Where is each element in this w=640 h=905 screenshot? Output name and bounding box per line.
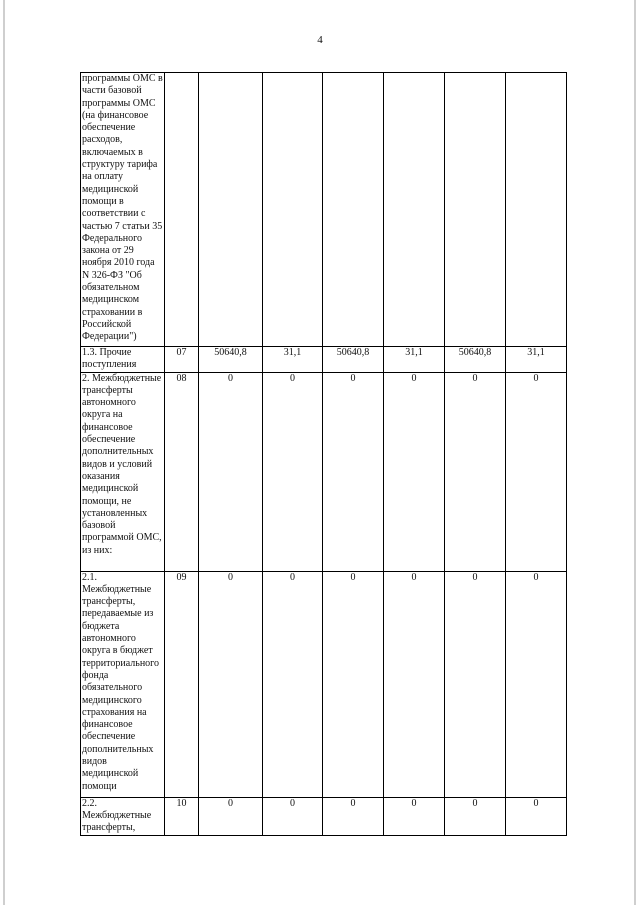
value-cell: 0 <box>263 571 323 797</box>
row-code: 09 <box>165 571 199 797</box>
row-label: 1.3. Прочие поступления <box>81 347 165 373</box>
value-cell <box>506 73 567 347</box>
value-cell: 0 <box>445 372 506 571</box>
page-number: 4 <box>317 34 323 46</box>
table-row <box>81 73 567 347</box>
value-cell: 0 <box>323 797 384 835</box>
value-cell <box>323 73 384 347</box>
row-label: 2.2. Межбюджетные трансферты, <box>81 797 165 835</box>
row-code: 10 <box>165 797 199 835</box>
value-cell: 31,1 <box>506 347 567 373</box>
value-cell: 50640,8 <box>199 347 263 373</box>
row-code <box>165 73 199 347</box>
table-row <box>81 571 567 797</box>
value-cell <box>263 73 323 347</box>
value-cell: 0 <box>199 797 263 835</box>
value-cell: 50640,8 <box>445 347 506 373</box>
value-cell: 50640,8 <box>323 347 384 373</box>
value-cell: 0 <box>323 372 384 571</box>
value-cell: 0 <box>199 571 263 797</box>
value-cell: 0 <box>445 797 506 835</box>
row-label: 2. Межбюджетные трансферты автономного округа на финансовое обеспечение дополнительных видов и условий оказания медицинской помощи, не установленных базовой программой ОМС, из них: <box>81 372 165 571</box>
table-row <box>81 347 567 373</box>
value-cell: 31,1 <box>384 347 445 373</box>
value-cell: 0 <box>384 797 445 835</box>
value-cell: 0 <box>263 372 323 571</box>
value-cell: 0 <box>445 571 506 797</box>
value-cell: 0 <box>506 372 567 571</box>
value-cell: 0 <box>323 571 384 797</box>
value-cell: 0 <box>263 797 323 835</box>
value-cell <box>384 73 445 347</box>
value-cell: 0 <box>506 797 567 835</box>
row-code: 07 <box>165 347 199 373</box>
value-cell <box>199 73 263 347</box>
scan-edge-right <box>634 0 636 905</box>
row-label: 2.1. Межбюджетные трансферты, передаваемые из бюджета автономного округа в бюджет территориального фонда обязательного медицинского страхования на финансовое обеспечение дополнительных видов медицинской помощи <box>81 571 165 797</box>
scan-edge-left <box>3 0 5 905</box>
row-label: программы ОМС в части базовой программы ОМС (на финансовое обеспечение расходов, включаемых в структуру тарифа на оплату медицинской помощи в соответствии с частью 7 статьи 35 Федерального закона от 29 ноября 2010 года N 326-ФЗ "Об обязательном медицинском страховании в Российской Федерации") <box>81 73 165 347</box>
financing-table <box>80 72 567 836</box>
value-cell: 0 <box>506 571 567 797</box>
value-cell: 31,1 <box>263 347 323 373</box>
value-cell: 0 <box>384 372 445 571</box>
table-row <box>81 797 567 835</box>
value-cell: 0 <box>384 571 445 797</box>
row-code: 08 <box>165 372 199 571</box>
table-row <box>81 372 567 571</box>
value-cell <box>445 73 506 347</box>
value-cell: 0 <box>199 372 263 571</box>
